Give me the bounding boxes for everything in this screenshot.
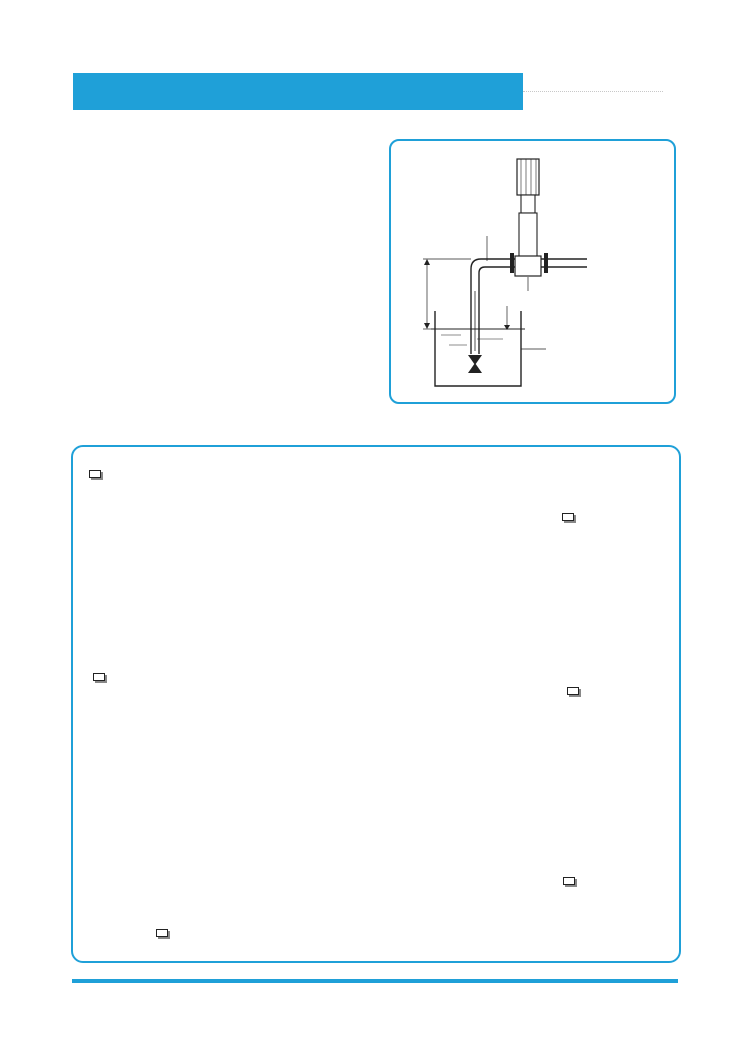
footer-rule xyxy=(72,979,678,983)
performance-chart xyxy=(73,447,679,961)
npsh-diagram xyxy=(391,141,674,402)
callout-impeller xyxy=(156,929,168,937)
section-header-banner xyxy=(73,73,523,110)
callout-eta-curve xyxy=(567,687,579,695)
callout-npsh-curve xyxy=(563,877,575,885)
callout-power-curve xyxy=(93,673,105,681)
performance-chart-frame xyxy=(71,445,681,963)
header-dotted-rule xyxy=(523,91,663,92)
npsh-diagram-box xyxy=(389,139,676,404)
callout-stages xyxy=(89,470,101,478)
callout-qh-curve xyxy=(562,513,574,521)
